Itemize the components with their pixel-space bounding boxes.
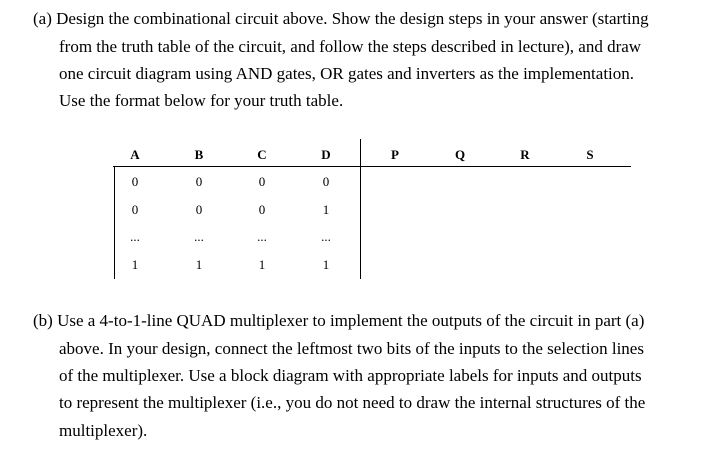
header-s: S: [586, 147, 594, 162]
table-cell-ellipsis: ...: [194, 229, 204, 244]
part-a-line-2: from the truth table of the circuit, and follow the steps described in lecture), and draw: [59, 37, 642, 56]
table-header-rule: [113, 166, 631, 167]
table-cell-ellipsis: ...: [257, 229, 267, 244]
table-left-divider: [114, 166, 115, 279]
part-b-line-1: (b) Use a 4-to-1-line QUAD multiplexer to implement the outputs of the circuit in part (a): [33, 311, 645, 330]
part-b-line-3: of the multiplexer. Use a block diagram with appropriate labels for inputs and outputs: [59, 366, 642, 385]
table-cell: 0: [258, 202, 266, 217]
header-q: Q: [454, 147, 466, 162]
header-r: R: [520, 147, 530, 162]
table-cell: 0: [195, 174, 203, 189]
table-cell: 0: [258, 174, 266, 189]
table-cell: 0: [322, 174, 330, 189]
table-cell: 0: [131, 174, 139, 189]
part-a-line-3: one circuit diagram using AND gates, OR gates and inverters as the implementation.: [59, 64, 635, 83]
table-cell: 0: [131, 202, 139, 217]
table-cell: 1: [195, 257, 203, 272]
header-p: P: [391, 147, 399, 162]
part-b-line-5: multiplexer).: [59, 421, 148, 440]
part-a-line-1: (a) Design the combinational circuit above. Show the design steps in your answer (starting: [33, 9, 649, 28]
header-b: B: [194, 147, 204, 162]
part-a-line-4: Use the format below for your truth table.: [59, 91, 344, 110]
part-b-line-4: to represent the multiplexer (i.e., you do not need to draw the internal structures of the: [59, 393, 646, 412]
part-b-line-2: above. In your design, connect the leftmost two bits of the inputs to the selection lines: [59, 339, 644, 358]
table-cell-ellipsis: ...: [321, 229, 331, 244]
table-cell-ellipsis: ...: [130, 229, 140, 244]
header-a: A: [130, 147, 140, 162]
table-cell: 1: [131, 257, 139, 272]
table-input-output-divider: [360, 139, 361, 279]
header-c: C: [257, 147, 267, 162]
table-cell: 0: [195, 202, 203, 217]
table-cell: 1: [258, 257, 266, 272]
header-d: D: [321, 147, 331, 162]
table-cell: 1: [322, 257, 330, 272]
table-cell: 1: [322, 202, 330, 217]
